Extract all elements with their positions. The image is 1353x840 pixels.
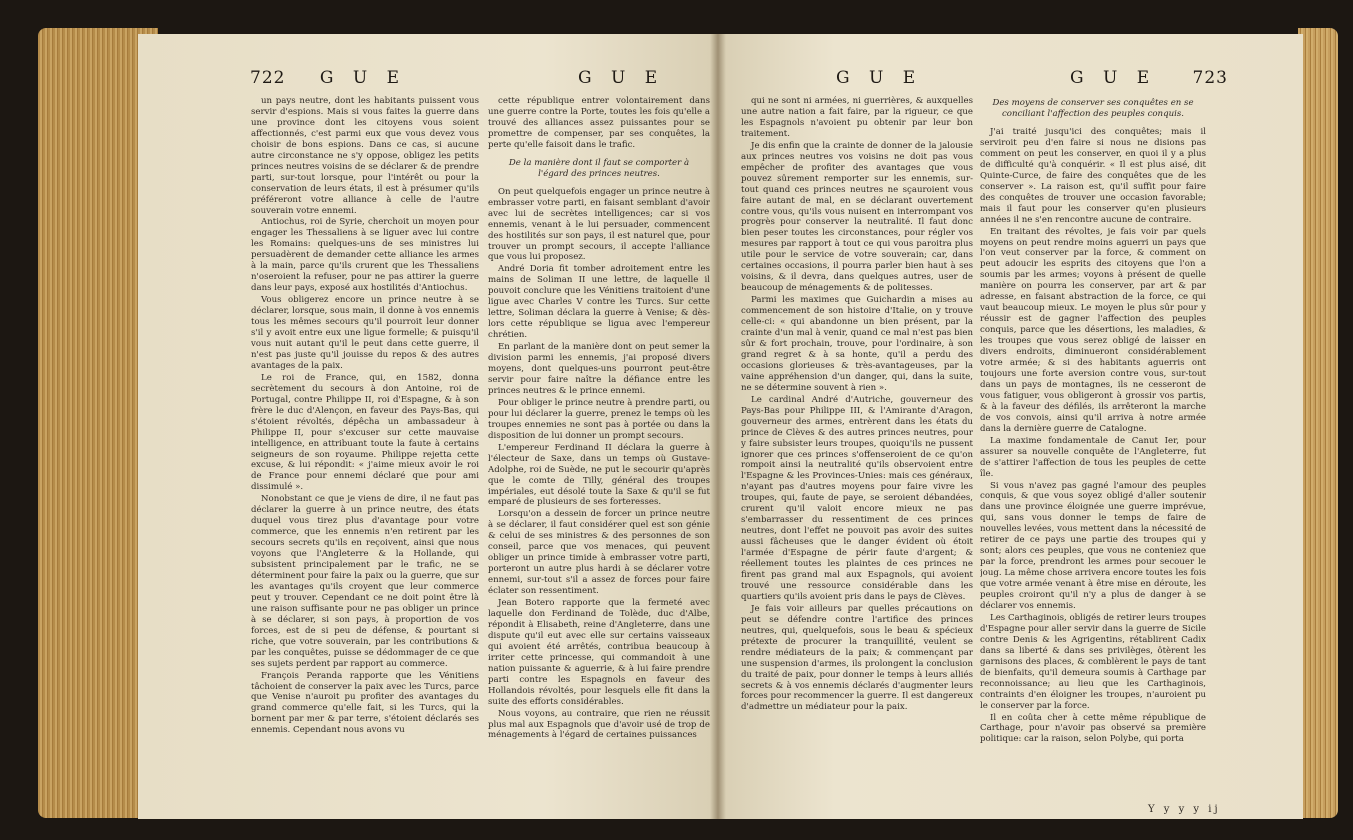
paragraph: Le roi de France, qui, en 1582, donna secrètement du secours à don Antoine, roi de Portugal, contre Philippe II, roi d'Espagne, & à son frère le duc d'Alençon, en faveur des Pays-Bas, qui s'étoient révoltés, dépêcha un ambassadeur à Philippe II, pour s'excuser sur cette mauvaise intelligence, en attribuant toute la faute à certains seigneurs de son royaume. Philippe rejetta cette excuse, & lui répondit: « j'aime mieux avoir le roi de France pour ennemi déclaré que pour ami dissimulé ».: [251, 372, 479, 493]
paragraph: Le cardinal André d'Autriche, gouverneur des Pays-Bas pour Philippe III, & l'Amirante d'Aragon, gouverneur des armes, entrèrent dans les états du prince de Clèves & des autres princes neutres, pour y faire subsister leurs troupes, quoiqu'ils ne pussent ignorer que ces princes s'offenseroient de ce qu'on rompoit ainsi la neutralité qu'ils observoient entre l'Espagne & les Provinces-Unies: mais ces généraux, n'ayant pas d'autres moyens pour faire vivre les troupes, qui, faute de paye, se seroient débandées, crurent qu'il valoit encore mieux ne pas s'embarrasser du ressentiment de ces princes neutres, dont l'effet ne pouvoit pas avoir des suites aussi fâcheuses que le danger évident où étoit l'armée d'Espagne de périr faute d'argent; & réellement toutes les plaintes de ces princes ne firent pas grand mal aux Espagnols, qui avoient trouvé une ressource considérable dans les quartiers qu'ils avoient pris dans le pays de Clèves.: [741, 394, 973, 602]
right-running-head: [1070, 68, 1228, 88]
left-running-head: [250, 68, 406, 88]
paragraph: L'empereur Ferdinand II déclara la guerre à l'électeur de Saxe, dans un temps où Gustave-Adolphe, roi de Suède, ne put le secourir qu'après que le comte de Tilly, général des troupes impériales, eut désolé toute la Saxe & qu'il se fut emparé de plusieurs de ses forteresses.: [488, 442, 710, 508]
paragraph: En parlant de la manière dont on peut semer la division parmi les ennemis, j'ai proposé divers moyens, dont quelques-uns pourront peut-être servir pour faire naître la défiance entre les princes neutres & le prince ennemi.: [488, 342, 710, 396]
paragraph: La maxime fondamentale de Canut Ier, pour assurer sa nouvelle conquête de l'Angleterre, fut de s'attirer l'affection de tous les peuples de cette île.: [980, 435, 1206, 479]
paragraph: Parmi les maximes que Guichardin a mises au commencement de son histoire d'Italie, on y trouve celle-ci: « qui abandonne un bien présent, par la crainte d'un mal à venir, quand ce mal n'est pas bien sûr & fort prochain, trouve, pour l'ordinaire, à son grand regret & à sa honte, qu'il a perdu des occasions glorieuses & très-avantageuses, par la vaine appréhension d'un danger, qui, dans la suite, ne se détermine souvent à rien ».: [741, 295, 973, 393]
paragraph: Il en coûta cher à cette même république de Carthage, pour n'avoir pas observé sa première politique: car la raison, selon Polybe, qui porta: [980, 712, 1206, 745]
paragraph: qui ne sont ni armées, ni guerrières, & auxquelles une autre nation a fait faire, par la rigueur, ce que les Espagnols n'avoient pu obtenir par leur bon traitement.: [741, 96, 973, 139]
paragraph: un pays neutre, dont les habitants puissent vous servir d'espions. Mais si vous faites la guerre dans une province dont les citoyens vous soient affectionnés, c'est parmi eux que vous devez vous choisir de bons espions. Dans ce cas, si aucune autre circonstance ne s'y oppose, obligez les petits princes neutres voisins de se déclarer & de prendre parti, sur-tout lorsque, pour l'intérêt ou pour la conservation de leurs états, il est à présumer qu'ils préféreront votre alliance à celle de l'autre souverain votre ennemi.: [251, 96, 479, 216]
paragraph: Nous voyons, au contraire, que rien ne réussit plus mal aux Espagnols que d'avoir usé de trop de ménagements à l'égard de certaines puissances: [488, 708, 710, 741]
paragraph: En traitant des révoltes, je fais voir par quels moyens on peut rendre moins aguerri un pays que l'on veut conserver par la force, & comment on peut adoucir les esprits des citoyens que l'on a soumis par les armes; voyons à présent de quelle manière on pourra les conserver, par art & par adresse, en faisant abstraction de la force, ce qui vaut beaucoup mieux. Le moyen le plus sûr pour y réussir est de gagner l'affection des peuples conquis, parce que les désertions, les maladies, & les troupes que vous serez obligé de laisser en divers endroits, diminueront considérablement votre armée; & si des habitants aguerris ont toujours une forte aversion contre vous, sur-tout dans un pays de montagnes, ils ne cesseront de vous fatiguer, vous obligeront à grossir vos partis, & à la faveur des défilés, ils arrêteront la marche de vos convois, ainsi qu'il arriva à notre armée dans la dernière guerre de Catalogne.: [980, 226, 1206, 434]
right-page: [718, 34, 1303, 819]
paragraph: Je dis enfin que la crainte de donner de la jalousie aux princes neutres vos voisins ne doit pas vous empêcher de profiter des avantages que vous pouvez sûrement remporter sur les ennemis, sur-tout quand ces princes neutres ne sçauroient vous faire autant de mal, en se déclarant ouvertement contre vous, qu'ils vous nuisent en interrompant vos progrès pour conserver la neutralité. Il faut donc bien peser toutes les circonstances, pour régler vos mesures par rapport à tout ce qui vous paroitra plus utile pour le service de votre souverain; car, dans certaines occasions, il pourra parler bien haut à ses voisins, & il devra, dans quelques autres, user de beaucoup de ménagements & de politesses.: [741, 140, 973, 294]
book-gutter: [710, 34, 726, 819]
paragraph: Les Carthaginois, obligés de retirer leurs troupes d'Espagne pour aller servir dans la guerre de Sicile contre Denis & les Agrigentins, rétablirent Cadix dans sa liberté & dans ses privilèges, ôtèrent les garnisons des places, & comblèrent le pays de tant de bienfaits, qu'il demeura soumis à Carthage par reconnoissance; au lieu que les Carthaginois, contraints d'en éloigner les troupes, n'auroient pu le conserver par la force.: [980, 612, 1206, 711]
left-head-word-1: G U E: [319, 68, 406, 88]
left-page-number: 722: [250, 68, 286, 88]
left-page: [138, 34, 718, 819]
paragraph: Je fais voir ailleurs par quelles précautions on peut se défendre contre l'artifice des princes neutres, qui, quelquefois, sous le beau & spécieux prétexte de procurer la tranquillité, veulent se rendre médiateurs de la paix; & commençant par une suspension d'armes, ils prolongent la conclusion du traité de paix, pour donner le temps à leurs alliés secrets & à vos ennemis déclarés d'augmenter leurs forces pour recommencer la guerre. Il est dangereux d'admettre un médiateur pour la paix.: [741, 603, 973, 713]
paragraph: André Doria fit tomber adroitement entre les mains de Soliman II une lettre, de laquelle il pouvoit conclure que les Vénitiens traitoient d'une ligue avec Charles V contre les Turcs. Sur cette lettre, Soliman déclara la guerre à Venise; & dès-lors cette république se ligua avec l'empereur chrétien.: [488, 264, 710, 341]
section-heading: De la manière dont il faut se comporter à l'égard des princes neutres.: [508, 157, 690, 179]
paragraph: Nonobstant ce que je viens de dire, il ne faut pas déclarer la guerre à un prince neutre, des états duquel vous tirez plus d'avantage pour votre commerce, que les ennemis n'en retirent par les secours secrets qu'ils en reçoivent, ainsi que nous voyons que l'Angleterre & la Hollande, qui subsistent principalement par le trafic, ne se déterminent pour faire la paix ou la guerre, que sur les avantages qu'ils croyent que leur commerce peut y trouver. Cependant ce ne doit point être là une raison suffisante pour ne pas obliger un prince à se déclarer, si son pays, à proportion de vos forces, est de si peu de défense, & pourtant si riche, que votre souverain, par les contributions & par les conquêtes, puisse se dédommager de ce que ses sujets perdent par rapport au commerce.: [251, 494, 479, 669]
right-head-word-1: G U E: [836, 68, 923, 88]
left-column-1: [251, 96, 479, 816]
signature-mark: Y y y y ij: [1148, 804, 1221, 815]
left-head-word-2: G U E: [578, 68, 665, 88]
open-book: [38, 18, 1338, 823]
paragraph: Jean Botero rapporte que la fermeté avec laquelle don Ferdinand de Tolède, duc d'Albe, répondit à Elisabeth, reine d'Angleterre, dans une dispute qu'il eut avec elle sur certains vaisseaux qui avoient été arrêtés, contribua beaucoup à irriter cette princesse, qui commandoit à une nation puissante & aguerrie, & à lui faire prendre parti contre les Espagnols en faveur des Hollandois révoltés, pour lesquels elle fit dans la suite des efforts considérables.: [488, 598, 710, 707]
section-heading: Des moyens de conserver ses conquêtes en se conciliant l'affection des peuples conquis.: [992, 98, 1194, 119]
paragraph: Vous obligerez encore un prince neutre à se déclarer, lorsque, sous main, il donne à vos ennemis tous les mêmes secours qu'il pourroit leur donner s'il y avoit entre eux une ligue formelle; & puisqu'il vous nuit autant qu'il le peut dans cette guerre, il n'est pas juste qu'il jouisse du repos & des autres avantages de la paix.: [251, 295, 479, 371]
paragraph: cette république entrer volontairement dans une guerre contre la Porte, toutes les fois qu'elle a trouvé des alliances assez puissantes pour se promettre de compenser, par ses conquêtes, la perte qu'elle faisoit dans le trafic.: [488, 96, 710, 150]
right-head-word-2: G U E: [1070, 68, 1157, 88]
paragraph: Si vous n'avez pas gagné l'amour des peuples conquis, & que vous soyez obligé d'aller soutenir dans une province éloignée une guerre imprévue, qui, sans vous donner le temps de faire de nouvelles levées, vous mettent dans la nécessité de retirer de ce pays une partie des troupes qui y sont; alors ces peuples, que vous ne conteniez que par la force, prendront les armes pour secouer le joug. La même chose arrivera encore toutes les fois que votre armée venant à être mise en déroute, les peuples croiront qu'il n'y a plus de danger à se déclarer vos ennemis.: [980, 480, 1206, 611]
paragraph: Pour obliger le prince neutre à prendre parti, ou pour lui déclarer la guerre, prenez le temps où les troupes ennemies ne sont pas à portée ou dans la disposition de lui donner un prompt secours.: [488, 397, 710, 441]
paragraph: François Peranda rapporte que les Vénitiens tâchoient de conserver la paix avec les Turcs, parce que Venise n'auroit pu profiter des avantages du grand commerce qu'elle fait, si les Turcs, qui la bornent par mer & par terre, s'étoient déclarés ses ennemis. Cependant nous avons vu: [251, 670, 479, 736]
paragraph: Lorsqu'on a dessein de forcer un prince neutre à se déclarer, il faut considérer quel est son génie & celui de ses ministres & des personnes de son conseil, parce que vos menaces, qui peuvent obliger un prince timide à embrasser votre parti, porteront un autre plus hardi à se déclarer votre ennemi, sur-tout s'il a assez de forces pour faire éclater son ressentiment.: [488, 509, 710, 597]
paragraph: On peut quelquefois engager un prince neutre à embrasser votre parti, en faisant semblant d'avoir avec lui de secrètes intelligences; car si vos ennemis, venant à le lui persuader, commencent des hostilités sur son pays, il est naturel que, pour trouver un prompt secours, il accepte l'alliance que vous lui proposez.: [488, 186, 710, 263]
right-column-1: [741, 96, 973, 816]
paragraph: Antiochus, roi de Syrie, cherchoit un moyen pour engager les Thessaliens à se liguer avec lui contre les Romains: quelques-uns de ses ministres lui persuadèrent de demander cette alliance les armes à la main, parce qu'ils crurent que les Thessaliens n'oseroient la refuser, pour ne pas attirer la guerre dans leur pays, exposé aux hostilités d'Antiochus.: [251, 217, 479, 294]
right-page-edges: [1298, 28, 1338, 818]
right-column-2: [980, 96, 1206, 801]
left-column-2: [488, 96, 710, 816]
paragraph: J'ai traité jusqu'ici des conquêtes; mais il serviroit peu d'en faire si nous ne disions pas comment on peut les conserver, en quoi il y a plus de difficulté qu'à conquérir. « Il est plus aisé, dit Quinte-Curce, de faire des conquêtes que de les conserver ». La raison est, qu'il suffit pour faire des conquêtes de trouver une occasion favorable; mais il faut pour les conserver qu'en plusieurs années il ne s'en rencontre aucune de contraire.: [980, 127, 1206, 225]
right-page-number: 723: [1192, 68, 1228, 88]
